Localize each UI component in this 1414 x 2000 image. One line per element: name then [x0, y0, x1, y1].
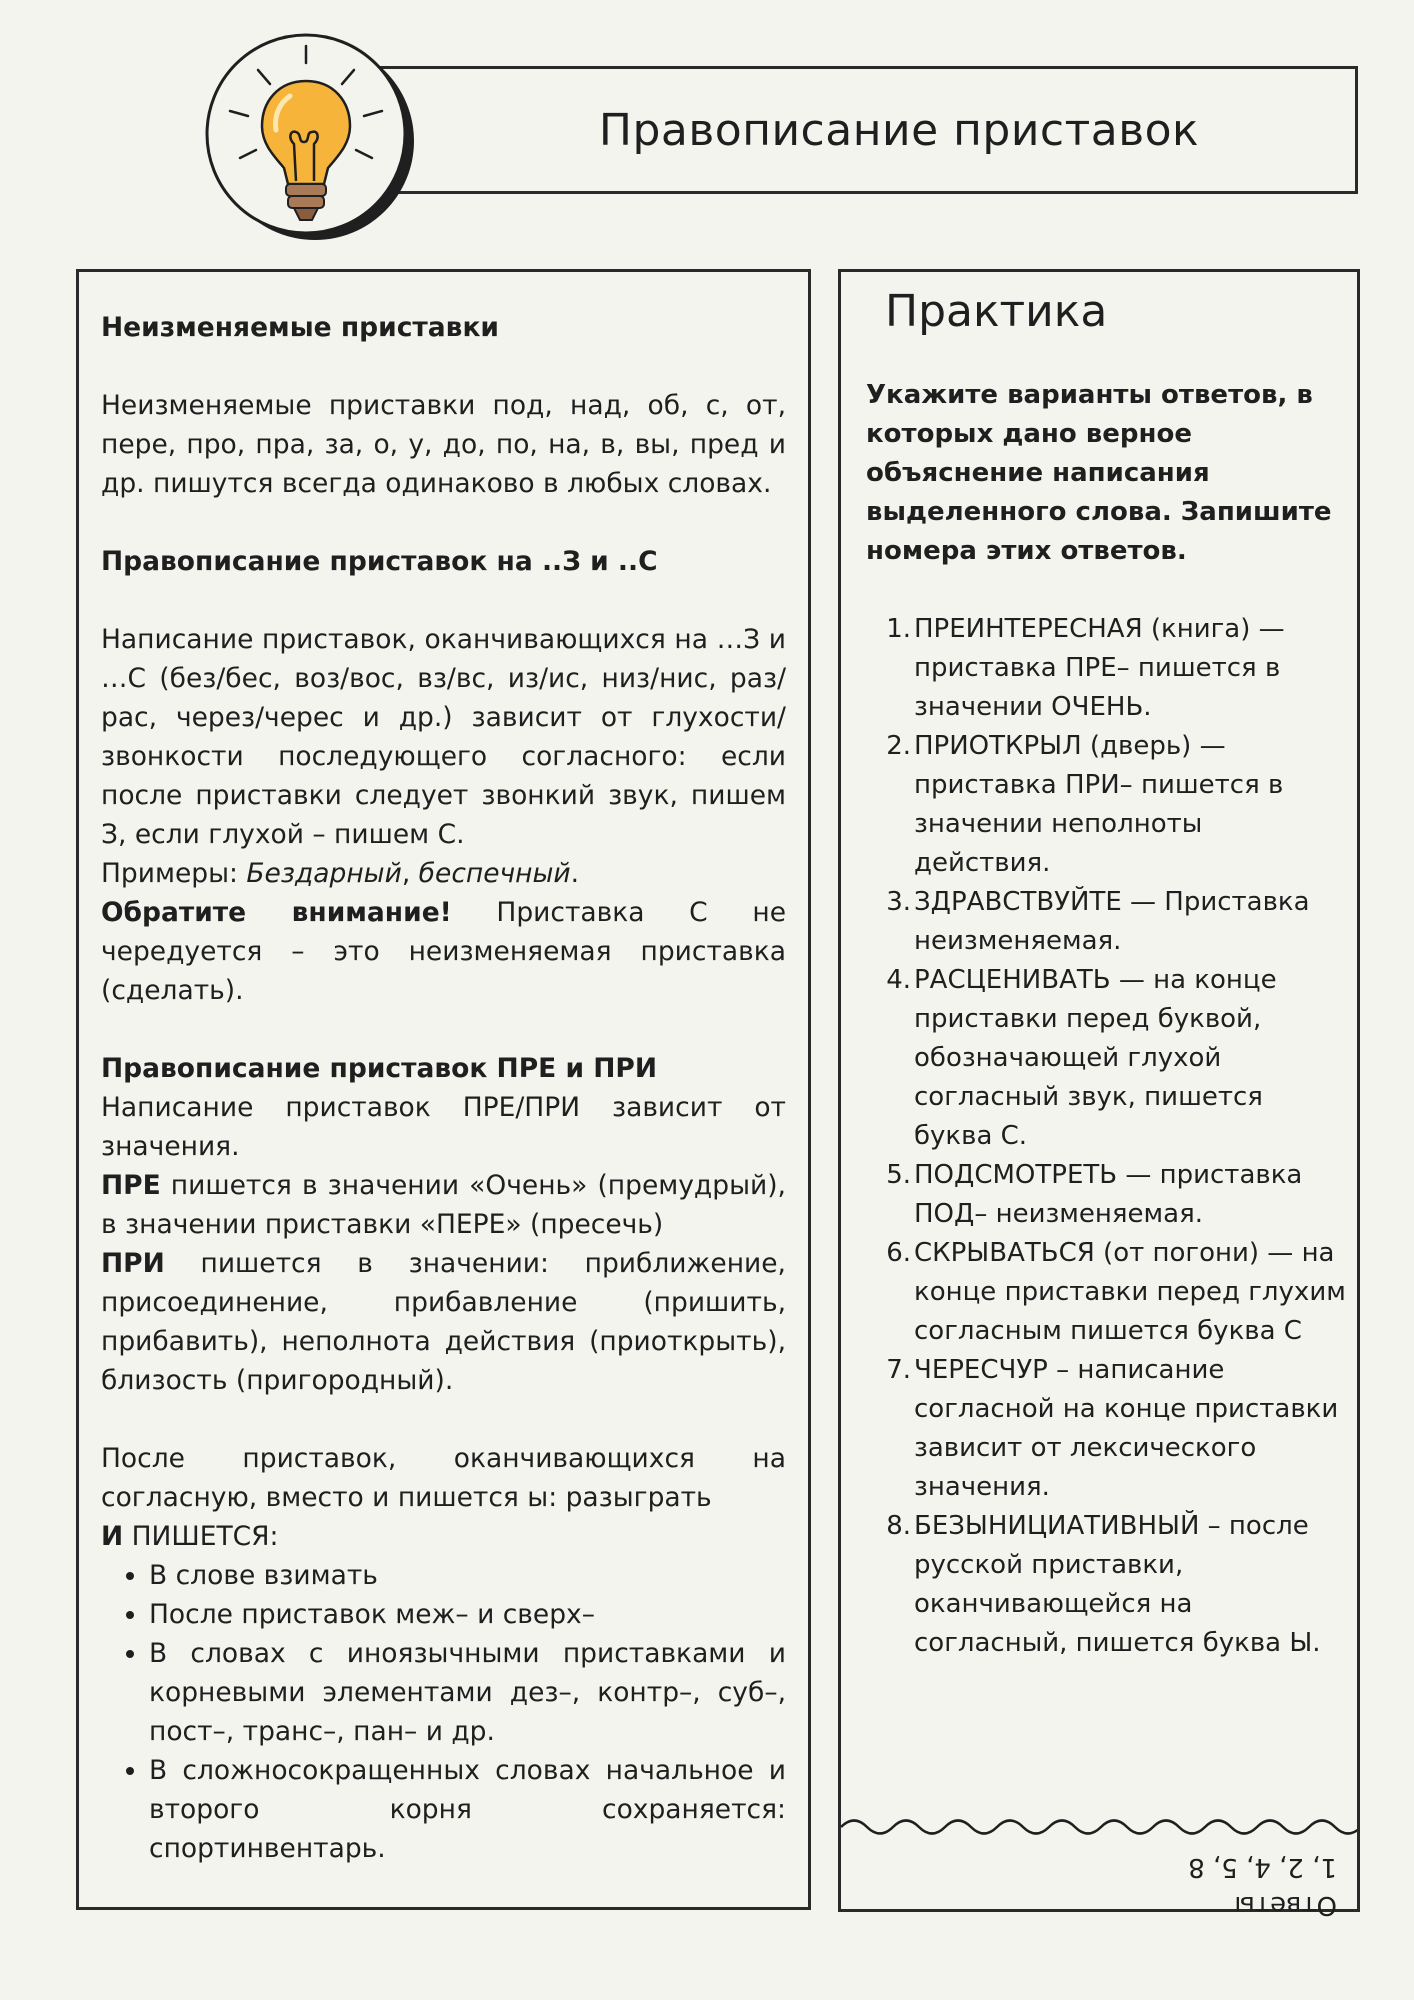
item-text: БЕЗЫНИЦИАТИВНЫЙ – после русской приставки, оканчивающейся на согласный, пишется буква Ы. [914, 1511, 1321, 1658]
title-banner [380, 66, 1358, 194]
list-item [866, 1351, 1346, 1507]
section-heading: Неизменяемые приставки [101, 312, 499, 343]
list-item: • В слове взимать [149, 1556, 786, 1595]
examples-label: Примеры: [101, 858, 247, 889]
list-item: • В словах с иноязычными приставками и корневыми элементами дез–, контр–, суб–, пост–, транс–, пан– и др. [149, 1634, 786, 1751]
list-item [866, 1507, 1346, 1663]
item-number: 6. [886, 1238, 911, 1268]
examples-line [101, 854, 786, 893]
item-number: 8. [886, 1511, 911, 1541]
answers-upside-down [1137, 1844, 1337, 1924]
task-text: Укажите варианты ответов, в которых дано верное объяснение написания выделенного слова. Запишите номера этих ответов. [866, 380, 1332, 566]
item-text: ПРИОТКРЫЛ (дверь) — приставка ПРИ– пишется в значении неполноты действия. [914, 731, 1284, 878]
item-number: 5. [886, 1160, 911, 1190]
item-text: ПРЕИНТЕРЕСНАЯ (книга) — приставка ПРЕ– пишется в значении ОЧЕНЬ. [914, 614, 1285, 722]
practice-title: Практика [885, 286, 1108, 337]
section-heading: Правописание приставок на ..З и ..С [101, 546, 658, 577]
list-item: • В сложносокращенных словах начальное и второго корня сохраняется: спортинвентарь. [149, 1751, 786, 1868]
item-text: ЧЕРЕСЧУР – написание согласной на конце приставки зависит от лексического значения. [914, 1355, 1339, 1502]
list-item [866, 1156, 1346, 1234]
paragraph: Написание приставок, оканчивающихся на …З и …С (без/бес, воз/вос, вз/вс, из/ис, низ/нис, раз/рас, через/черес и др.) зависит от глухости/звонкости последующего согласного: если после приставки следует звонкий звук, пишем З, если глухой – пишем С. [101, 624, 786, 850]
i-heading [101, 1517, 786, 1556]
pri-rule [101, 1244, 786, 1400]
i-label: И [101, 1521, 124, 1552]
item-number: 2. [886, 731, 911, 761]
pre-text: пишется в значении «Очень» (премудрый), в значении приставки «ПЕРЕ» (пресечь) [101, 1170, 786, 1240]
attention-text: Приставка С не чередуется – это неизменяемая приставка (сделать). [101, 897, 786, 1006]
pri-text: пишется в значении: приближение, присоединение, прибавление (пришить, прибавить), неполнота действия (приоткрыть), близость (пригородный). [101, 1248, 786, 1396]
paragraph: Неизменяемые приставки под, над, об, с, от, пере, про, пра, за, о, у, до, по, на, в, вы, пред и др. пишутся всегда одинаково в любых словах. [101, 390, 786, 499]
paragraph: После приставок, оканчивающихся на согласную, вместо и пишется ы: разыграть [101, 1443, 786, 1513]
answers-label: Ответы [1234, 1890, 1337, 1920]
section-heading: Правописание приставок ПРЕ и ПРИ [101, 1053, 658, 1084]
list-item [866, 883, 1346, 961]
item-text: РАСЦЕНИВАТЬ — на конце приставки перед буквой, обозначающей глухой согласный звук, пишется буква С. [914, 965, 1277, 1151]
example-word: беспечный [418, 858, 571, 889]
answer-options [866, 610, 1346, 1663]
pre-rule [101, 1166, 786, 1244]
item-number: 7. [886, 1355, 911, 1385]
page-title: Правописание приставок [598, 104, 1200, 156]
list-item [866, 1234, 1346, 1351]
list-item [866, 961, 1346, 1156]
lightbulb-icon [198, 26, 420, 248]
list-item [866, 610, 1346, 727]
item-text: ПОДСМОТРЕТЬ — приставка ПОД– неизменяемая. [914, 1160, 1303, 1229]
practice-panel [838, 269, 1360, 1920]
item-number: 1. [886, 614, 911, 644]
item-number: 3. [886, 887, 911, 917]
attention-label: Обратите внимание! [101, 897, 452, 928]
i-text: ПИШЕТСЯ: [123, 1521, 279, 1552]
item-number: 4. [886, 965, 911, 995]
separator: . [570, 858, 580, 889]
separator: , [401, 858, 419, 889]
attention-note [101, 893, 786, 1010]
list-item [866, 727, 1346, 883]
item-text: СКРЫВАТЬСЯ (от погони) — на конце приставки перед глухим согласным пишется буква С [914, 1238, 1346, 1346]
paragraph: Написание приставок ПРЕ/ПРИ зависит от значения. [101, 1092, 786, 1162]
theory-panel [76, 269, 811, 1910]
rules-list [101, 1556, 786, 1868]
wave-divider [841, 1812, 1357, 1842]
example-word: Бездарный [246, 858, 402, 889]
list-item: • После приставок меж– и сверх– [149, 1595, 786, 1634]
answers-value: 1, 2, 4, 5, 8 [1188, 1852, 1337, 1882]
item-text: ЗДРАВСТВУЙТЕ — Приставка неизменяемая. [914, 887, 1310, 956]
pri-label: ПРИ [101, 1248, 165, 1279]
pre-label: ПРЕ [101, 1170, 161, 1201]
